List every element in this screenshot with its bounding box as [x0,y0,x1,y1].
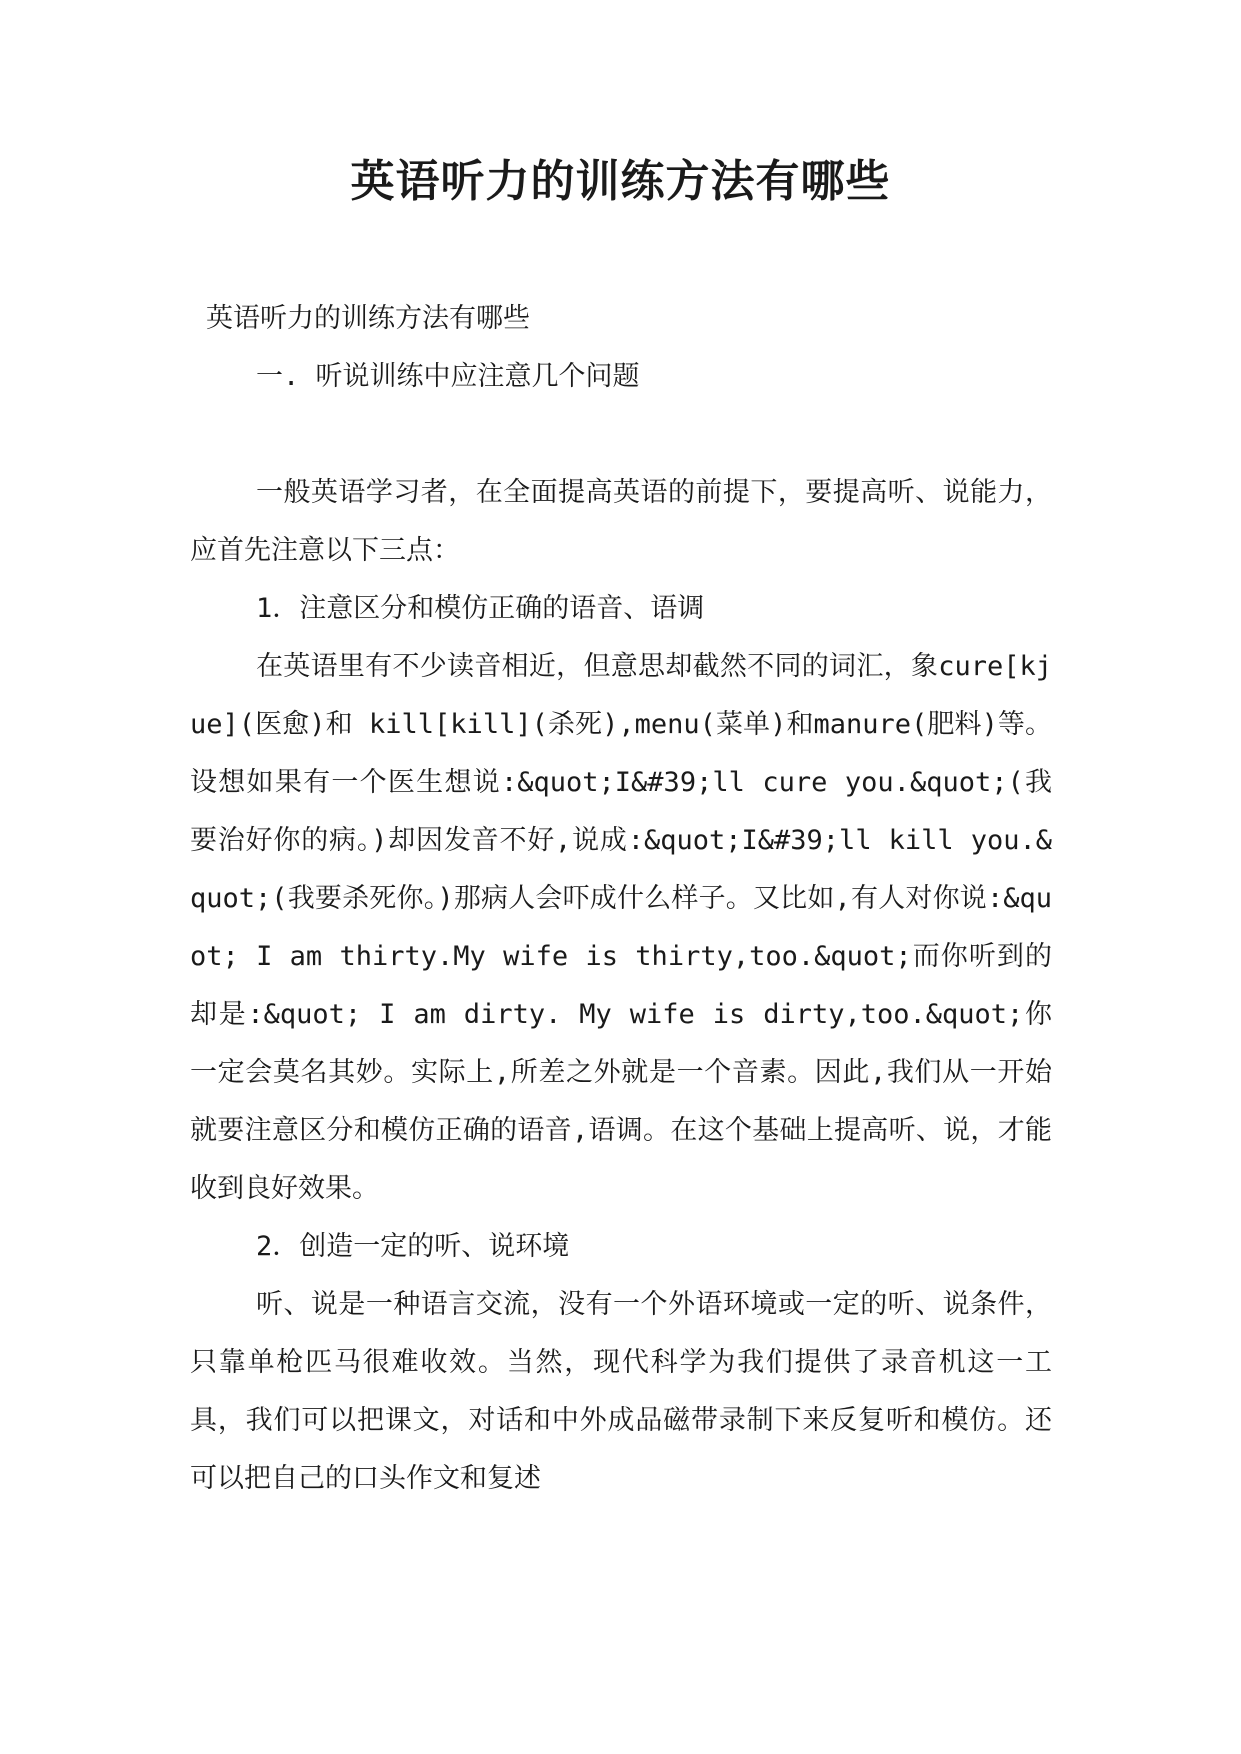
document-body [190,290,1052,1508]
point-1-paragraph: 在英语里有不少读音相近，但意思却截然不同的词汇，象cure[kjue](医愈)和 kill[kill](杀死),menu(菜单)和manure(肥料)等。设想如果有一个医生想说:&quot;I&#39;ll cure you.&quot;(我要治好你的病。)却因发音不好,说成:&quot;I&#39;ll kill you.&quot;(我要杀死你。)那病人会吓成什么样子。又比如,有人对你说:&quot; I am thirty.My wife is thirty,too.&quot;而你听到的却是:&quot; I am dirty. My wife is dirty,too.&quot;你一定会莫名其妙。实际上,所差之外就是一个音素。因此,我们从一开始就要注意区分和模仿正确的语音,语调。在这个基础上提高听、说，才能收到良好效果。 [190,651,1052,1204]
intro-paragraph: 一般英语学习者，在全面提高英语的前提下，要提高听、说能力，应首先注意以下三点： [190,477,1052,566]
point-2-heading: 2．创造一定的听、说环境 [256,1231,570,1262]
document-subtitle: 英语听力的训练方法有哪些 [206,303,530,334]
section-heading: 一. 听说训练中应注意几个问题 [256,361,640,392]
document-title: 英语听力的训练方法有哪些 [350,156,891,207]
point-1-heading: 1．注意区分和模仿正确的语音、语调 [256,593,705,624]
point-2-paragraph: 听、说是一种语言交流，没有一个外语环境或一定的听、说条件，只靠单枪匹马很难收效。当然，现代科学为我们提供了录音机这一工具，我们可以把课文，对话和中外成品磁带录制下来反复听和模仿。还可以把自己的口头作文和复述 [190,1289,1052,1494]
blank-line [190,406,1052,464]
